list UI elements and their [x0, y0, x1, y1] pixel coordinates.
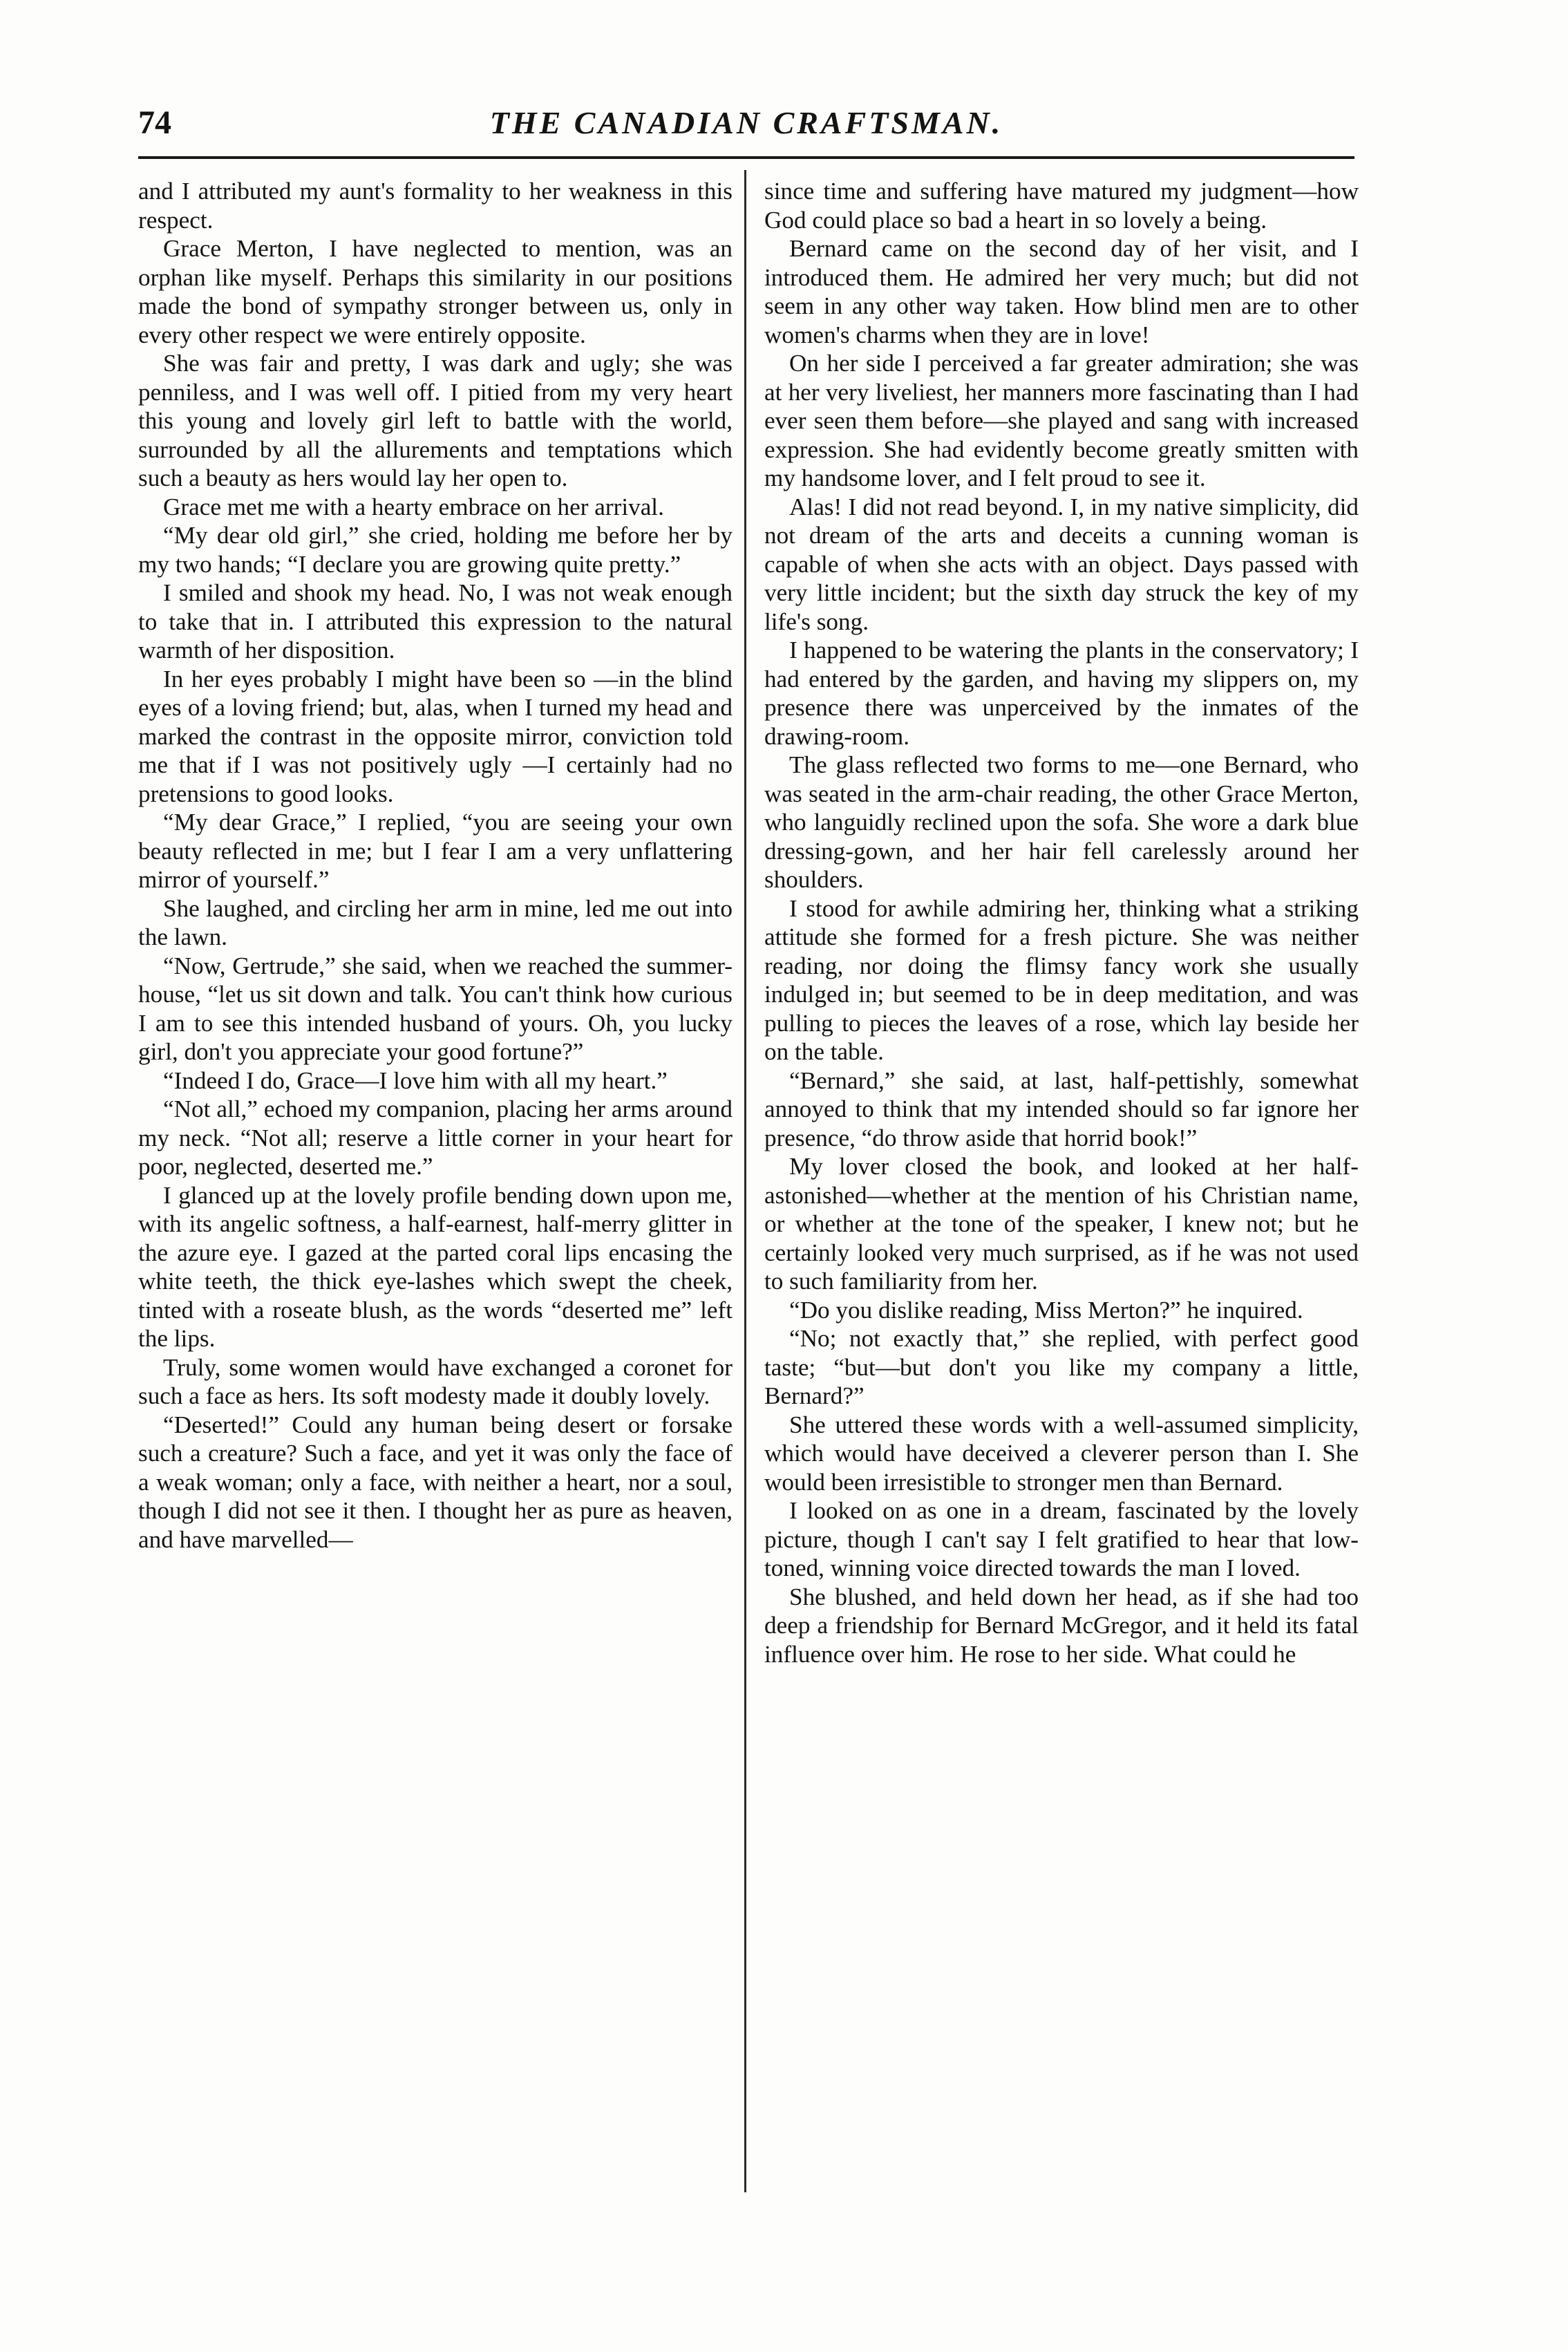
paragraph: since time and suffering have matured my judgment—how God could place so bad a heart in so lovely a being.	[764, 178, 1359, 234]
journal-title: THE CANADIAN CRAFTSMAN.	[489, 105, 1003, 140]
paragraph: I happened to be watering the plants in the conservatory; I had entered by the garden, and having my slippers on, my presence there was unperceived by the inmates of the drawing-room.	[764, 637, 1359, 750]
paragraph: “No; not exactly that,” she replied, with perfect good taste; “but—but don't you like my company a little, Bernard?”	[764, 1325, 1359, 1409]
paragraph: She uttered these words with a well-assumed simplicity, which would have deceived a cleverer person than I. She would been irresistible to stronger men than Bernard.	[764, 1411, 1359, 1496]
right-column	[764, 177, 1359, 1668]
paragraph: I smiled and shook my head. No, I was not weak enough to take that in. I attributed this expression to the natural warmth of her disposition.	[138, 579, 733, 664]
paragraph: I looked on as one in a dream, fascinated by the lovely picture, though I can't say I felt gratified to hear that low-toned, winning voice directed towards the man I loved.	[764, 1497, 1359, 1581]
page-number: 74	[138, 104, 171, 141]
paragraph: My lover closed the book, and looked at her half-astonished—whether at the mention of his Christian name, or whether at the tone of the speaker, I knew not; but he certainly looked very much surprised, as if he was not used to such familiarity from her.	[764, 1153, 1359, 1295]
left-column	[138, 177, 733, 1554]
paragraph: “Deserted!” Could any human being desert or forsake such a creature? Such a face, and yet it was only the face of a weak woman; only a face, with neither a heart, nor a soul, though I did not see it then. I thought her as pure as heaven, and have marvelled—	[138, 1411, 733, 1553]
paragraph: “Indeed I do, Grace—I love him with all my heart.”	[163, 1066, 668, 1094]
paragraph: “Do you dislike reading, Miss Merton?” he inquired.	[789, 1296, 1303, 1324]
paragraph: “My dear Grace,” I replied, “you are seeing your own beauty reflected in me; but I fear I am a very unflattering mirror of yourself.”	[138, 809, 733, 893]
paragraph: She laughed, and circling her arm in mine, led me out into the lawn.	[138, 894, 733, 950]
paragraph: The glass reflected two forms to me—one Bernard, who was seated in the arm-chair reading, the other Grace Merton, who languidly reclined upon the sofa. She wore a dark blue dressing-gown, and her hair fell carelessly around her shoulders.	[764, 751, 1359, 893]
paragraph: Bernard came on the second day of her visit, and I introduced them. He admired her very much; but did not seem in any other way taken. How blind men are to other women's charms when they are in love!	[764, 235, 1359, 348]
paragraph: “Now, Gertrude,” she said, when we reached the summer-house, “let us sit down and talk. You can't think how curious I am to see this intended husband of yours. Oh, you lucky girl, don't you appreciate your good fortune?”	[138, 952, 733, 1065]
paragraph: and I attributed my aunt's formality to her weakness in this respect.	[138, 178, 733, 234]
column-divider	[744, 170, 746, 2192]
paragraph: I glanced up at the lovely profile bending down upon me, with its angelic softness, a half-earnest, half-merry glitter in the azure eye. I gazed at the parted coral lips encasing the white teeth, the thick eye-lashes which swept the cheek, tinted with a roseate blush, as the words “deserted me” left the lips.	[138, 1181, 733, 1352]
paragraph: Alas! I did not read beyond. I, in my native simplicity, did not dream of the arts and deceits a cunning woman is capable of when she acts with an object. Days passed with very little incident; but the sixth day struck the key of my life's song.	[764, 493, 1359, 635]
paragraph: Grace met me with a hearty embrace on her arrival.	[163, 493, 664, 520]
paragraph: Grace Merton, I have neglected to mention, was an orphan like myself. Perhaps this similarity in our positions made the bond of sympathy stronger between us, only in every other respect we were entirely opposite.	[138, 235, 733, 348]
paragraph: “Not all,” echoed my companion, placing her arms around my neck. “Not all; reserve a little corner in your heart for poor, neglected, deserted me.”	[138, 1095, 733, 1180]
paragraph: She was fair and pretty, I was dark and ugly; she was penniless, and I was well off. I pitied from my very heart this young and lovely girl left to battle with the world, surrounded by all the allurements and temptations which such a beauty as hers would lay her open to.	[138, 350, 733, 491]
paragraph: I stood for awhile admiring her, thinking what a striking attitude she formed for a fresh picture. She was neither reading, nor doing the flimsy fancy work she usually indulged in; but seemed to be in deep meditation, and was pulling to pieces the leaves of a rose, which lay beside her on the table.	[764, 894, 1359, 1065]
paragraph: Truly, some women would have exchanged a coronet for such a face as hers. Its soft modesty made it doubly lovely.	[138, 1353, 733, 1409]
paragraph: “My dear old girl,” she cried, holding me before her by my two hands; “I declare you are growing quite pretty.”	[138, 522, 733, 578]
header-rule	[138, 156, 1354, 159]
paragraph: She blushed, and held down her head, as if she had too deep a friendship for Bernard McGregor, and it held its fatal influence over him. He rose to her side. What could he	[764, 1583, 1359, 1668]
paragraph: “Bernard,” she said, at last, half-pettishly, somewhat annoyed to think that my intended should so far ignore her presence, “do throw aside that horrid book!”	[764, 1066, 1359, 1151]
running-head	[138, 102, 1354, 151]
paragraph: In her eyes probably I might have been so —in the blind eyes of a loving friend; but, alas, when I turned my head and marked the contrast in the opposite mirror, conviction told me that if I was not positively ugly —I certainly had no pretensions to good looks.	[138, 665, 733, 807]
paragraph: On her side I perceived a far greater admiration; she was at her very liveliest, her manners more fascinating than I had ever seen them before—she played and sang with increased expression. She had evidently become greatly smitten with my handsome lover, and I felt proud to see it.	[764, 350, 1359, 491]
